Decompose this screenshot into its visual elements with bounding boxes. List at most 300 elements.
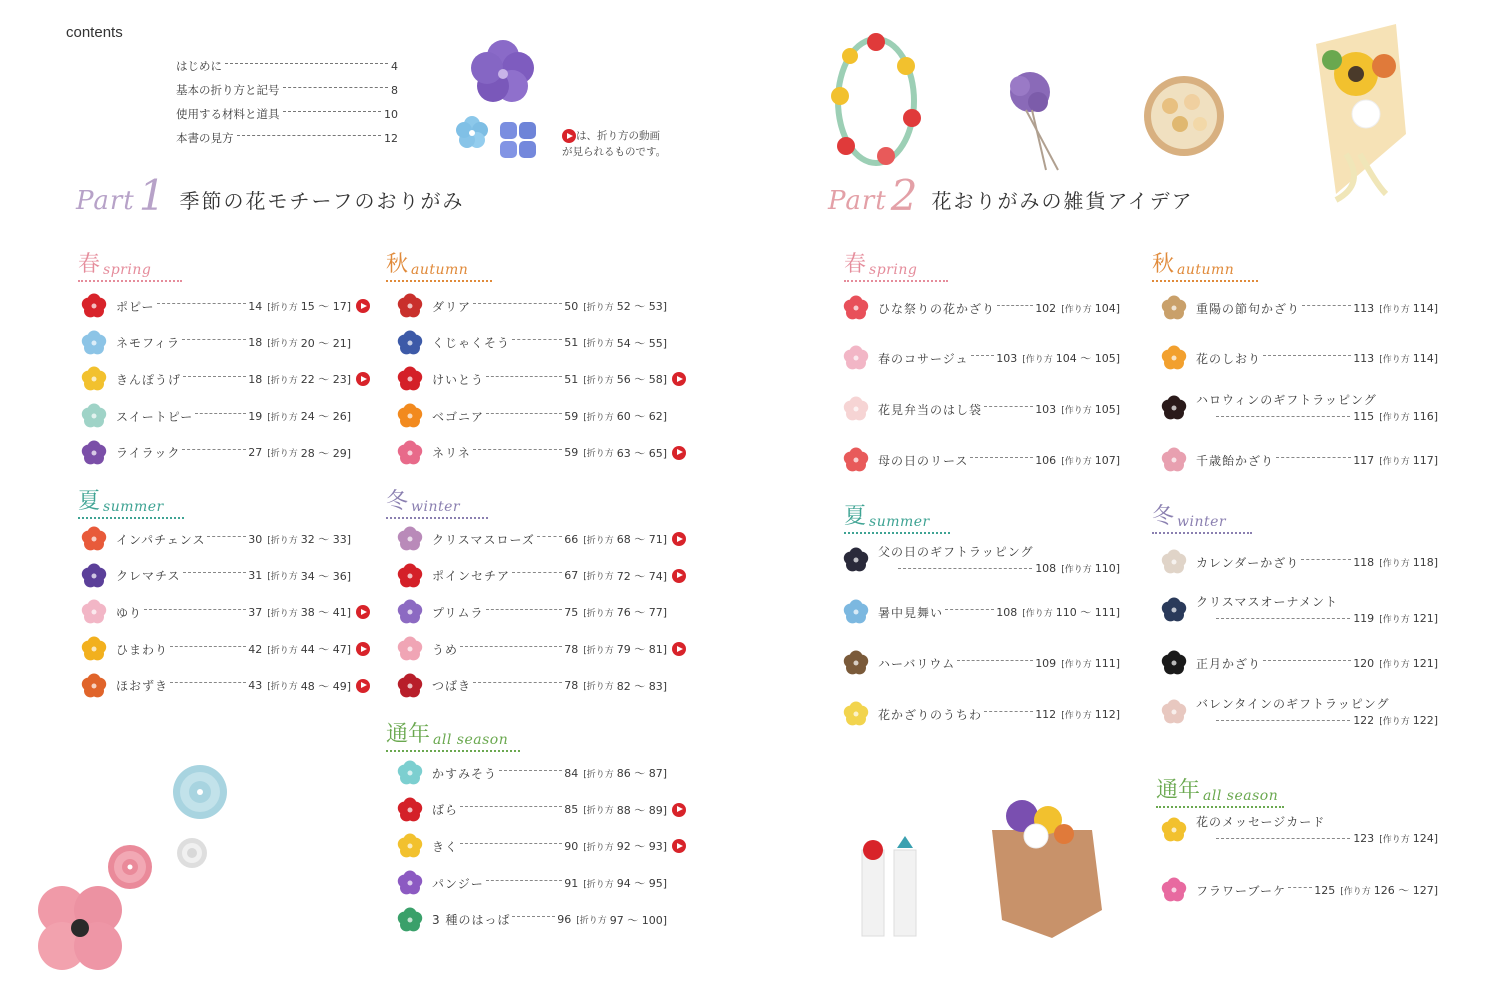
toc-entry[interactable] xyxy=(80,325,370,361)
entry-page: 59 xyxy=(564,446,579,460)
intro-item[interactable] xyxy=(176,58,398,74)
fold-label: [作り方 xyxy=(1379,834,1410,845)
entry-page: 78 xyxy=(564,679,579,693)
flower-icon xyxy=(396,402,424,430)
flower-icon xyxy=(80,292,108,320)
entry-name: 重陽の節句かざり xyxy=(1196,301,1301,316)
intro-title: 本書の見方 xyxy=(176,131,234,145)
video-play-icon[interactable] xyxy=(356,372,370,386)
fold-label: [作り方 xyxy=(1061,710,1092,721)
toc-entry[interactable] xyxy=(396,325,686,361)
flower-icon xyxy=(396,365,424,393)
entry-page: 123 xyxy=(1353,831,1375,845)
leader-dots xyxy=(1216,720,1350,721)
p2-autumn-heading xyxy=(1152,246,1234,278)
entry-page: 66 xyxy=(564,532,579,546)
leader-dots xyxy=(945,609,994,610)
bouquet-illustration xyxy=(1296,14,1416,204)
entry-page: 78 xyxy=(564,642,579,656)
flower-icon xyxy=(842,344,870,372)
intro-item[interactable] xyxy=(176,82,398,98)
entry-range: 114] xyxy=(1412,351,1438,365)
flower-icon xyxy=(396,906,424,934)
video-play-icon[interactable] xyxy=(672,642,686,656)
part1-word: Part xyxy=(76,186,135,216)
toc-entry[interactable] xyxy=(80,631,370,667)
entry-name: 父の日のギフトラッピング xyxy=(878,544,1034,559)
flower-icon xyxy=(80,329,108,357)
toc-entry[interactable] xyxy=(1160,390,1438,426)
leader-dots xyxy=(157,303,247,304)
entry-name: クレマチス xyxy=(116,569,181,584)
entry-range: 124] xyxy=(1412,831,1438,845)
p1-all-heading xyxy=(386,716,508,748)
toc-entry[interactable] xyxy=(842,696,1120,732)
season-kanji: 冬 xyxy=(1152,504,1175,529)
entry-name: プリムラ xyxy=(432,605,484,620)
fold-label: [折り方 xyxy=(583,449,614,460)
p2-summer-heading xyxy=(844,498,930,530)
entry-name: クリスマスオーナメント xyxy=(1196,594,1339,609)
entry-page: 19 xyxy=(248,409,263,423)
entry-range: 121] xyxy=(1412,656,1438,670)
entry-range: 32 ～ 33] xyxy=(300,533,351,546)
flower-icon xyxy=(80,598,108,626)
intro-page: 4 xyxy=(391,59,398,73)
flower-icon xyxy=(396,562,424,590)
fold-label: [折り方 xyxy=(583,608,614,619)
entry-range: 28 ～ 29] xyxy=(300,446,351,460)
entry-range: 116] xyxy=(1412,409,1438,423)
fold-label: [作り方 xyxy=(1061,304,1092,315)
leader-dots xyxy=(898,568,1032,569)
toc-entry[interactable] xyxy=(842,645,1120,681)
leader-dots xyxy=(473,682,562,683)
entry-range: 34 ～ 36] xyxy=(300,569,351,583)
p2-all-heading xyxy=(1156,772,1278,804)
flower-icon xyxy=(1160,446,1188,474)
p2-winter-heading xyxy=(1152,498,1226,530)
fold-label: [作り方 xyxy=(1379,614,1410,625)
toc-entry[interactable] xyxy=(842,290,1120,326)
flower-icon xyxy=(1160,649,1188,677)
leader-dots xyxy=(1276,457,1351,458)
fold-label: [作り方 xyxy=(1379,354,1410,365)
entry-page: 85 xyxy=(564,803,579,817)
entry-range: 126 ～ 127] xyxy=(1373,884,1438,897)
flower-icon xyxy=(80,402,108,430)
intro-item[interactable] xyxy=(176,106,398,122)
entry-page: 18 xyxy=(248,336,263,350)
video-play-icon[interactable] xyxy=(672,569,686,583)
leader-dots xyxy=(182,449,246,450)
fold-label: [折り方 xyxy=(583,879,614,890)
video-play-icon[interactable] xyxy=(672,372,686,386)
flower-icon xyxy=(842,395,870,423)
season-kanji: 秋 xyxy=(386,252,409,277)
entry-range: 104] xyxy=(1094,301,1120,315)
intro-item[interactable] xyxy=(176,130,398,146)
entry-range: 114] xyxy=(1412,301,1438,315)
entry-range: 56 ～ 58] xyxy=(616,373,667,387)
entry-name: ハロウィンのギフトラッピング xyxy=(1196,392,1377,407)
leader-dots xyxy=(170,646,246,647)
flower-icon xyxy=(1160,548,1188,576)
entry-range: 97 ～ 100] xyxy=(609,913,667,927)
flower-icon xyxy=(842,546,870,574)
fold-label: [作り方 xyxy=(1379,456,1410,467)
fold-label: [折り方 xyxy=(583,535,614,546)
season-en: summer xyxy=(869,514,930,530)
flower-icon xyxy=(396,869,424,897)
entry-range: 121] xyxy=(1412,611,1438,625)
flower-icon xyxy=(1160,394,1188,422)
video-play-icon[interactable] xyxy=(356,605,370,619)
entry-page: 115 xyxy=(1353,409,1375,423)
flower-icon xyxy=(1160,344,1188,372)
fold-label: [折り方 xyxy=(267,572,298,583)
entry-name: クリスマスローズ xyxy=(432,532,535,547)
fold-label: [折り方 xyxy=(267,608,298,619)
flower-icon xyxy=(842,294,870,322)
toc-entry[interactable] xyxy=(396,521,686,557)
toc-entry[interactable] xyxy=(1160,694,1438,730)
leader-dots xyxy=(499,770,562,771)
fold-label: [折り方 xyxy=(267,412,298,423)
toc-entry[interactable] xyxy=(1160,812,1438,848)
toc-entry[interactable] xyxy=(842,340,1120,376)
flower-icon xyxy=(1160,649,1188,677)
video-play-icon[interactable] xyxy=(672,803,686,817)
entry-page: 102 xyxy=(1035,301,1057,315)
toc-entry[interactable] xyxy=(396,902,686,938)
leader-dots xyxy=(1263,355,1351,356)
fold-label: [作り方 xyxy=(1379,412,1410,423)
leader-dots xyxy=(460,646,562,647)
intro-page: 12 xyxy=(384,131,398,145)
toc-entry[interactable] xyxy=(1160,290,1438,326)
flower-icon xyxy=(396,439,424,467)
fold-label: [作り方 xyxy=(1022,608,1053,619)
flower-icon xyxy=(80,562,108,590)
video-play-icon[interactable] xyxy=(672,446,686,460)
entry-page: 30 xyxy=(248,532,263,546)
entry-name: ポピー xyxy=(116,299,155,314)
entry-name: ばら xyxy=(432,803,459,818)
video-play-icon[interactable] xyxy=(356,642,370,656)
flower-icon xyxy=(396,869,424,897)
part1-title: 季節の花モチーフのおりがみ xyxy=(179,189,465,213)
part2-word: Part xyxy=(828,186,887,216)
toc-entry[interactable] xyxy=(1160,872,1438,908)
entry-name: 正月かざり xyxy=(1196,656,1262,671)
entry-range: 118] xyxy=(1412,555,1438,569)
fold-label: [作り方 xyxy=(1061,659,1092,670)
flower-icon xyxy=(80,672,108,700)
flower-icon xyxy=(80,562,108,590)
entry-page: 51 xyxy=(564,372,579,386)
leader-dots xyxy=(957,660,1033,661)
season-en: all season xyxy=(1203,788,1279,804)
flower-icon xyxy=(396,672,424,700)
leader-dots xyxy=(512,339,562,340)
flower-icon xyxy=(1160,876,1188,904)
toc-entry[interactable] xyxy=(396,398,686,434)
leader-dots xyxy=(1216,416,1350,417)
toc-entry[interactable] xyxy=(80,594,370,630)
fold-label: [作り方 xyxy=(1379,558,1410,569)
entry-range: 92 ～ 93] xyxy=(616,840,667,854)
entry-range: 104 ～ 105] xyxy=(1055,352,1120,365)
entry-page: 112 xyxy=(1035,707,1057,721)
fold-label: [折り方 xyxy=(583,645,614,656)
flower-icon xyxy=(80,402,108,430)
toc-entry[interactable] xyxy=(1160,645,1438,681)
leader-dots xyxy=(984,711,1033,712)
flower-icon xyxy=(396,329,424,357)
leader-dots xyxy=(170,682,246,683)
entry-range: 38 ～ 41] xyxy=(300,606,351,620)
entry-page: 31 xyxy=(248,569,263,583)
toc-entry[interactable] xyxy=(80,398,370,434)
entry-name: ポインセチア xyxy=(432,569,511,584)
leader-dots xyxy=(183,572,247,573)
leader-dots xyxy=(1216,838,1350,839)
fold-label: [折り方 xyxy=(583,682,614,693)
entry-range: 20 ～ 21] xyxy=(300,336,351,350)
toc-entry[interactable] xyxy=(842,391,1120,427)
entry-page: 37 xyxy=(248,605,263,619)
leader-dots xyxy=(207,536,246,537)
entry-name: ひな祭りの花かざり xyxy=(878,301,996,316)
season-kanji: 秋 xyxy=(1152,252,1175,277)
fold-label: [作り方 xyxy=(1061,456,1092,467)
toc-entry[interactable] xyxy=(842,542,1120,578)
entry-page: 90 xyxy=(564,839,579,853)
season-en: all season xyxy=(433,732,509,748)
leader-dots xyxy=(512,916,555,917)
origami-flowers-illustration xyxy=(30,760,270,980)
flower-icon xyxy=(396,635,424,663)
intro-title: 基本の折り方と記号 xyxy=(176,83,280,97)
flower-icon xyxy=(1160,548,1188,576)
toc-entry[interactable] xyxy=(1160,340,1438,376)
leader-dots xyxy=(1301,559,1351,560)
entry-page: 14 xyxy=(248,299,263,313)
entry-name: ほおずき xyxy=(116,679,169,694)
entry-name: けいとう xyxy=(432,372,485,387)
season-en: autumn xyxy=(411,262,469,278)
season-kanji: 通年 xyxy=(1156,778,1201,803)
toc-entry[interactable] xyxy=(396,288,686,324)
toc-entry[interactable] xyxy=(1160,442,1438,478)
flower-icon xyxy=(80,598,108,626)
leader-dots xyxy=(1302,305,1351,306)
p2-spring-heading xyxy=(844,246,917,278)
video-play-icon[interactable] xyxy=(356,679,370,693)
contents-label: contents xyxy=(66,24,123,41)
fold-label: [作り方 xyxy=(1022,354,1053,365)
intro-list xyxy=(176,56,400,156)
toc-entry[interactable] xyxy=(396,828,686,864)
leader-dots xyxy=(1263,660,1351,661)
toc-entry[interactable] xyxy=(80,521,370,557)
fold-label: [折り方 xyxy=(583,842,614,853)
flower-icon xyxy=(80,672,108,700)
entry-page: 120 xyxy=(1353,656,1375,670)
toc-entry[interactable] xyxy=(1160,592,1438,628)
entry-page: 42 xyxy=(248,642,263,656)
toc-entry[interactable] xyxy=(396,594,686,630)
box-illustration xyxy=(1140,72,1230,162)
entry-name: ダリア xyxy=(432,299,472,314)
flower-icon xyxy=(396,402,424,430)
season-kanji: 春 xyxy=(844,252,867,277)
entry-range: 86 ～ 87] xyxy=(616,767,667,780)
toc-entry[interactable] xyxy=(80,668,370,704)
fold-label: [折り方 xyxy=(583,806,614,817)
flower-icon xyxy=(842,700,870,728)
toc-entry[interactable] xyxy=(396,865,686,901)
entry-name: 暑中見舞い xyxy=(878,605,944,620)
entry-range: 54 ～ 55] xyxy=(616,336,667,350)
toc-entry[interactable] xyxy=(396,792,686,828)
toc-entry[interactable] xyxy=(396,558,686,594)
entry-range: 82 ～ 83] xyxy=(616,679,667,693)
toc-entry[interactable] xyxy=(396,435,686,471)
p1-winter-heading xyxy=(386,483,460,515)
note-line2: が見られるものです。 xyxy=(562,146,667,158)
flower-icon xyxy=(396,365,424,393)
entry-name: 3 種のはっぱ xyxy=(432,913,511,928)
toc-entry[interactable] xyxy=(80,558,370,594)
fold-label: [折り方 xyxy=(583,375,614,386)
season-kanji: 夏 xyxy=(844,504,867,529)
season-kanji: 冬 xyxy=(386,489,409,514)
toc-entry[interactable] xyxy=(396,755,686,791)
entry-name: ベゴニア xyxy=(432,409,485,424)
flower-icon xyxy=(1160,344,1188,372)
video-play-icon[interactable] xyxy=(672,839,686,853)
entry-name: ハーバリウム xyxy=(878,656,956,671)
leader-dots xyxy=(183,376,246,377)
entry-name: くじゃくそう xyxy=(432,336,511,351)
flower-icon xyxy=(842,598,870,626)
entry-name: パンジー xyxy=(432,876,484,891)
leader-dots xyxy=(144,609,246,610)
flower-icon xyxy=(396,329,424,357)
entry-page: 75 xyxy=(564,605,579,619)
entry-page: 118 xyxy=(1353,555,1375,569)
toc-entry[interactable] xyxy=(80,435,370,471)
toc-entry[interactable] xyxy=(80,288,370,324)
flower-icon xyxy=(1160,816,1188,844)
entry-name: 花のメッセージカード xyxy=(1196,814,1326,829)
video-note xyxy=(562,128,682,160)
entry-range: 63 ～ 65] xyxy=(616,446,667,460)
entry-page: 50 xyxy=(564,299,579,313)
entry-page: 108 xyxy=(996,605,1018,619)
leader-dots xyxy=(460,806,562,807)
entry-range: 52 ～ 53] xyxy=(616,300,667,313)
flower-icon xyxy=(396,525,424,553)
fold-label: [折り方 xyxy=(583,412,614,423)
entry-range: 15 ～ 17] xyxy=(300,300,351,313)
entry-range: 110] xyxy=(1094,561,1120,575)
fold-label: [折り方 xyxy=(583,572,614,583)
intro-page: 10 xyxy=(384,107,398,121)
flower-icon xyxy=(842,649,870,677)
fold-label: [折り方 xyxy=(267,682,298,693)
p1-summer-heading xyxy=(78,483,164,515)
flower-icon xyxy=(1160,698,1188,729)
flower-icon xyxy=(842,446,870,474)
toc-entry[interactable] xyxy=(396,631,686,667)
corsage-illustration xyxy=(994,66,1074,176)
leader-dots xyxy=(1216,618,1350,619)
bottom-crafts-illustration xyxy=(852,790,1132,940)
flower-icon xyxy=(1160,294,1188,322)
season-en: summer xyxy=(103,499,164,515)
entry-name: 花のしおり xyxy=(1196,351,1262,366)
flower-icon xyxy=(396,796,424,824)
entry-range: 122] xyxy=(1412,713,1438,727)
entry-range: 111] xyxy=(1094,656,1120,670)
flower-icon xyxy=(842,700,870,728)
toc-entry[interactable] xyxy=(842,442,1120,478)
leader-dots xyxy=(970,457,1033,458)
entry-name: 母の日のリース xyxy=(878,453,969,468)
entry-page: 67 xyxy=(564,569,579,583)
flower-icon xyxy=(842,395,870,423)
flower-icon xyxy=(396,906,424,934)
fold-label: [作り方 xyxy=(1379,716,1410,727)
leader-dots xyxy=(486,609,563,610)
flower-icon xyxy=(1160,698,1188,726)
entry-name: バレンタインのギフトラッピング xyxy=(1196,696,1390,711)
entry-page: 18 xyxy=(248,372,263,386)
season-en: winter xyxy=(1177,514,1227,530)
fold-label: [折り方 xyxy=(267,302,298,313)
toc-entry[interactable] xyxy=(1160,544,1438,580)
fold-label: [折り方 xyxy=(583,339,614,350)
flower-icon xyxy=(396,292,424,320)
video-play-icon[interactable] xyxy=(356,299,370,313)
flower-icon xyxy=(80,635,108,663)
toc-entry[interactable] xyxy=(842,594,1120,630)
toc-entry[interactable] xyxy=(80,361,370,397)
entry-range: 117] xyxy=(1412,453,1438,467)
fold-label: [折り方 xyxy=(583,769,614,780)
season-kanji: 通年 xyxy=(386,722,431,747)
entry-page: 96 xyxy=(557,913,572,927)
part2-number: 2 xyxy=(890,171,918,220)
entry-name: 花見弁当のはし袋 xyxy=(878,402,983,417)
leader-dots xyxy=(486,880,563,881)
part2-heading xyxy=(828,171,1194,220)
entry-page: 103 xyxy=(1035,402,1057,416)
entry-name: きんぽうげ xyxy=(116,372,182,387)
toc-entry[interactable] xyxy=(396,668,686,704)
entry-page: 43 xyxy=(248,679,263,693)
intro-title: 使用する材料と道具 xyxy=(176,107,280,121)
flower-icon xyxy=(80,525,108,553)
toc-entry[interactable] xyxy=(396,361,686,397)
entry-name: 花かざりのうちわ xyxy=(878,707,983,722)
video-play-icon[interactable] xyxy=(672,532,686,546)
entry-range: 60 ～ 62] xyxy=(616,410,667,424)
season-en: winter xyxy=(411,499,461,515)
